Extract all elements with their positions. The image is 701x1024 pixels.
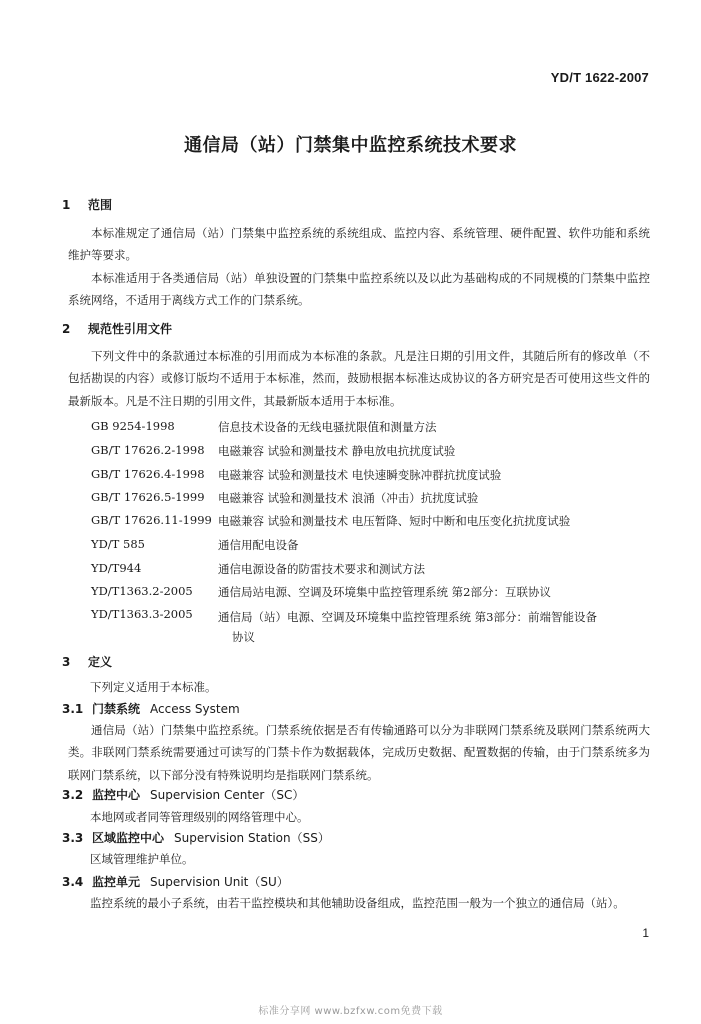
- definition-term-en: Access System: [150, 702, 240, 716]
- definition-term-cn: 监控单元: [92, 875, 141, 889]
- document-title: 通信局（站）门禁集中监控系统技术要求: [184, 135, 517, 156]
- reference-code: YD/T1363.3-2005: [91, 607, 193, 621]
- section-2-heading: [62, 320, 172, 337]
- reference-title-continuation: 协议: [232, 630, 255, 644]
- reference-code: GB/T 17626.4-1998: [91, 467, 205, 481]
- section-3-intro: 下列定义适用于本标准。: [90, 680, 217, 694]
- definition-number: 3.2: [62, 788, 84, 802]
- section-3-heading: [62, 653, 112, 670]
- reference-title: 信息技术设备的无线电骚扰限值和测量方法: [218, 420, 437, 434]
- section-number: 3: [62, 655, 71, 669]
- reference-code: GB/T 17626.5-1999: [91, 490, 205, 504]
- watermark-footer: 标准分享网 www.bzfxw.com免费下载: [258, 1006, 443, 1017]
- reference-title: 电磁兼容 试验和测量技术 浪涌（冲击）抗扰度试验: [218, 491, 479, 505]
- definition-heading-3-2: [62, 786, 304, 803]
- reference-title-line: 通信局（站）电源、空调及环境集中监控管理系统 第3部分：前端智能设备: [218, 610, 597, 624]
- definition-number: 3.4: [62, 875, 84, 889]
- section-1-paragraph-2: 本标准适用于各类通信局（站）单独设置的门禁集中监控系统以及以此为基础构成的不同规模的门禁集中监控系统网络，不适用于离线方式工作的门禁系统。: [68, 271, 650, 308]
- section-1-paragraph-1: 本标准规定了通信局（站）门禁集中监控系统的系统组成、监控内容、系统管理、硬件配置、软件功能和系统维护等要求。: [68, 226, 650, 263]
- reference-title: 通信用配电设备: [218, 538, 299, 552]
- reference-code: GB 9254-1998: [91, 419, 175, 433]
- definition-text-3-2: 本地网或者同等管理级别的网络管理中心。: [90, 810, 309, 824]
- reference-title: 通信局站电源、空调及环境集中监控管理系统 第2部分：互联协议: [218, 585, 551, 599]
- definition-number: 3.1: [62, 702, 84, 716]
- definition-text-3-1: 通信局（站）门禁集中监控系统。门禁系统依据是否有传输通路可以分为非联网门禁系统及联网门禁系统两大类。非联网门禁系统需要通过可读写的门禁卡作为数据载体，完成历史数据、配置数据的传输，由于门禁系统多为联网门禁系统，以下部分没有特殊说明均是指联网门禁系统。: [68, 723, 650, 782]
- definition-number: 3.3: [62, 831, 84, 845]
- definition-heading-3-3: [62, 829, 330, 846]
- reference-title: 电磁兼容 试验和测量技术 电压暂降、短时中断和电压变化抗扰度试验: [218, 514, 571, 528]
- reference-title: 通信电源设备的防雷技术要求和测试方法: [218, 562, 425, 576]
- definition-heading-3-4: [62, 873, 289, 890]
- reference-code: YD/T1363.2-2005: [91, 584, 193, 598]
- definition-term-cn: 区域监控中心: [92, 831, 165, 845]
- definition-heading-3-1: [62, 700, 240, 717]
- reference-code: YD/T944: [91, 561, 142, 575]
- reference-title: 电磁兼容 试验和测量技术 电快速瞬变脉冲群抗扰度试验: [218, 468, 502, 482]
- section-number: 2: [62, 322, 71, 336]
- definition-term-cn: 监控中心: [92, 788, 141, 802]
- section-title: 规范性引用文件: [88, 322, 173, 336]
- section-1-heading: [62, 196, 112, 213]
- reference-code: YD/T 585: [91, 537, 145, 551]
- reference-title: 电磁兼容 试验和测量技术 静电放电抗扰度试验: [218, 444, 456, 458]
- standard-code: YD/T 1622-2007: [550, 70, 649, 85]
- section-title: 定义: [88, 655, 113, 669]
- reference-code: GB/T 17626.2-1998: [91, 443, 205, 457]
- section-2-paragraph: 下列文件中的条款通过本标准的引用而成为本标准的条款。凡是注日期的引用文件，其随后所有的修改单（不包括勘误的内容）或修订版均不适用于本标准，然而，鼓励根据本标准达成协议的各方研究是否可使用这些文件的最新版本。凡是不注日期的引用文件，其最新版本适用于本标准。: [68, 349, 650, 408]
- definition-text-3-4: 监控系统的最小子系统，由若干监控模块和其他辅助设备组成，监控范围一般为一个独立的通信局（站）。: [90, 896, 625, 910]
- page-number: 1: [642, 926, 649, 940]
- reference-code: GB/T 17626.11-1999: [91, 513, 212, 527]
- definition-term-cn: 门禁系统: [92, 702, 141, 716]
- section-title: 范围: [88, 198, 113, 212]
- definition-text-3-3: 区域管理维护单位。: [90, 852, 194, 866]
- reference-title: [218, 607, 658, 647]
- definition-term-en: Supervision Unit（SU）: [150, 875, 289, 889]
- section-number: 1: [62, 198, 71, 212]
- definition-term-en: Supervision Station（SS）: [174, 831, 330, 845]
- definition-term-en: Supervision Center（SC）: [150, 788, 305, 802]
